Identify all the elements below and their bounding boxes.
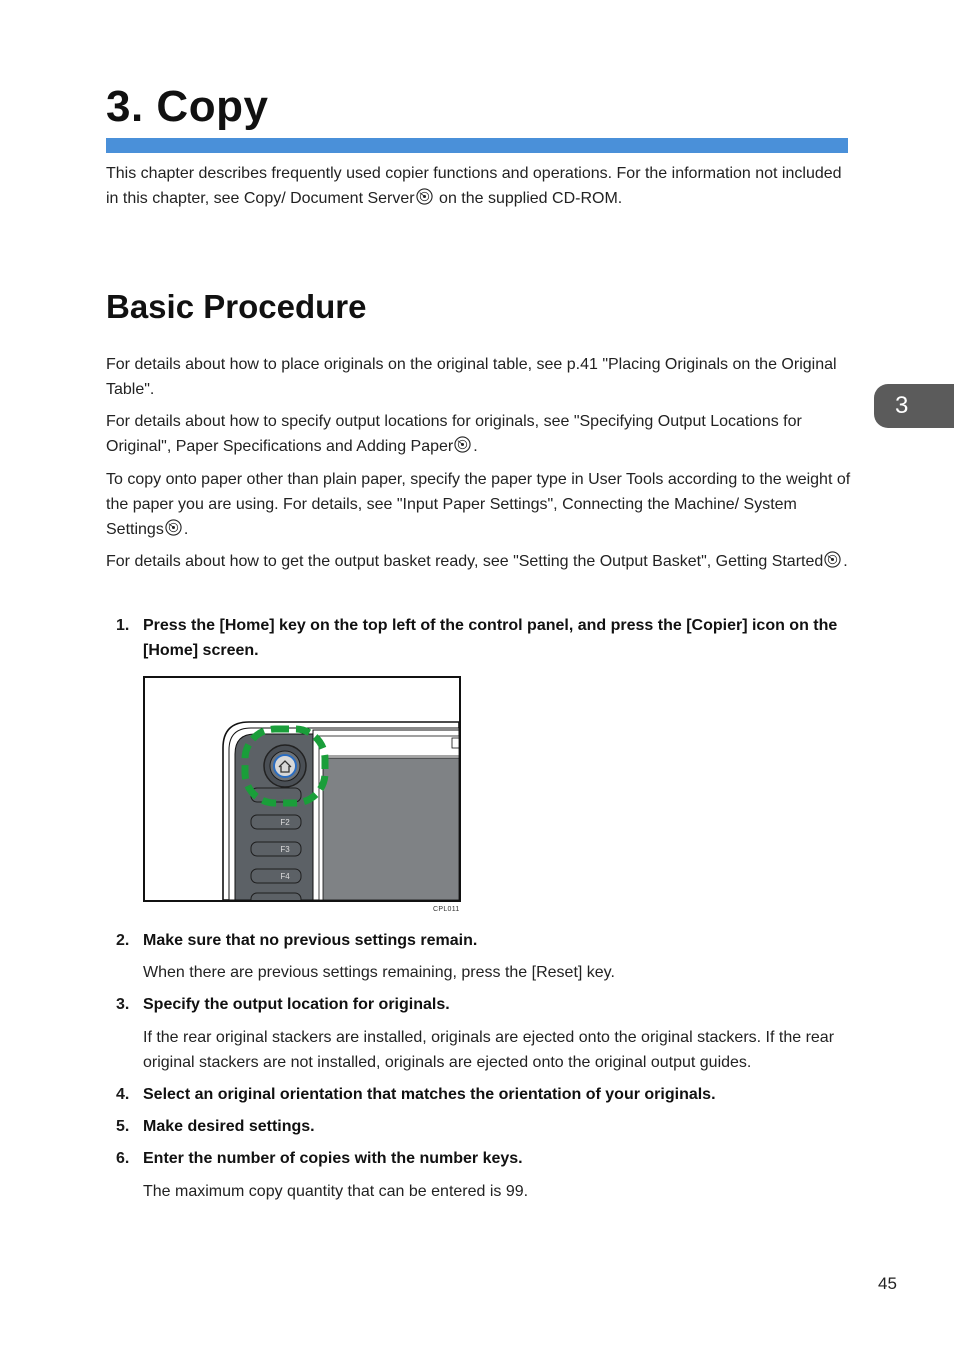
step-6 <box>106 1146 846 1171</box>
figure-caption: CPL011 <box>433 906 460 913</box>
step-6-note: The maximum copy quantity that can be entered is 99. <box>143 1183 529 1200</box>
chapter-intro <box>106 161 854 211</box>
step-3-note: If the rear original stackers are installed, originals are ejected onto the original stackers. If the rear original stackers are not installed, originals are ejected onto the original output guides. <box>143 1029 835 1071</box>
cd-rom-icon <box>454 436 471 453</box>
function-key-f4: F4 <box>280 872 290 881</box>
function-key-f3: F3 <box>280 845 290 854</box>
paragraph-placing-originals: For details about how to place originals on the original table, see p.41 "Placing Originals on the Original Table". <box>106 356 837 398</box>
chapter-title: 3. Copy <box>106 82 269 131</box>
chapter-side-tab: 3 <box>874 384 954 428</box>
function-key-f2: F2 <box>280 818 290 827</box>
step-text: Select an original orientation that matches the orientation of your originals. <box>143 1086 716 1103</box>
cd-rom-icon <box>416 188 433 205</box>
paragraph-paper-type-suffix: . <box>183 521 189 538</box>
step-4 <box>106 1082 846 1107</box>
step-5 <box>106 1114 846 1139</box>
paragraph-output-locations-suffix: . <box>473 438 478 455</box>
paragraph-output-locations <box>106 409 854 459</box>
paragraph-output-basket-suffix: . <box>843 553 848 570</box>
section-title: Basic Procedure <box>106 288 367 325</box>
step-3 <box>106 992 846 1017</box>
step-text: Enter the number of copies with the number keys. <box>143 1150 523 1167</box>
step-text: Press the [Home] key on the top left of the control panel, and press the [Copier] icon on the [Home] screen. <box>143 617 838 659</box>
paragraph-paper-type-text: To copy onto paper other than plain paper, specify the paper type in User Tools according to the weight of the paper you are using. For details, see "Input Paper Settings", Connecting the Machine/ System Settings <box>106 471 851 538</box>
step-text: Make sure that no previous settings remain. <box>143 932 478 949</box>
step-1 <box>106 613 846 663</box>
page-number: 45 <box>878 1274 897 1293</box>
control-panel-svg <box>145 678 459 900</box>
step-2-note: When there are previous settings remaining, press the [Reset] key. <box>143 964 615 981</box>
cd-rom-icon <box>165 519 182 536</box>
step-number: 3. <box>116 996 130 1013</box>
paragraph-output-basket <box>106 549 854 574</box>
step-number: 6. <box>116 1150 130 1167</box>
step-number: 5. <box>116 1118 130 1135</box>
chapter-title-bar <box>106 138 848 153</box>
step-number: 4. <box>116 1086 130 1103</box>
step-text: Specify the output location for originals. <box>143 996 450 1013</box>
step-2 <box>106 928 846 953</box>
step-text: Make desired settings. <box>143 1118 315 1135</box>
paragraph-output-locations-text: For details about how to specify output locations for originals, see "Specifying Output Locations for Original", Paper Specifications and Adding Paper <box>106 413 802 455</box>
chapter-intro-suffix: on the supplied CD-ROM. <box>434 190 623 207</box>
cd-rom-icon <box>824 551 841 568</box>
chapter-intro-text: This chapter describes frequently used copier functions and operations. For the information not included in this chapter, see Copy/ Document Server <box>106 165 842 207</box>
step-number: 2. <box>116 932 130 949</box>
control-panel-illustration <box>143 676 461 902</box>
paragraph-paper-type <box>106 467 854 542</box>
step-number: 1. <box>116 617 130 634</box>
paragraph-output-basket-text: For details about how to get the output basket ready, see "Setting the Output Basket", Getting Started <box>106 553 824 570</box>
